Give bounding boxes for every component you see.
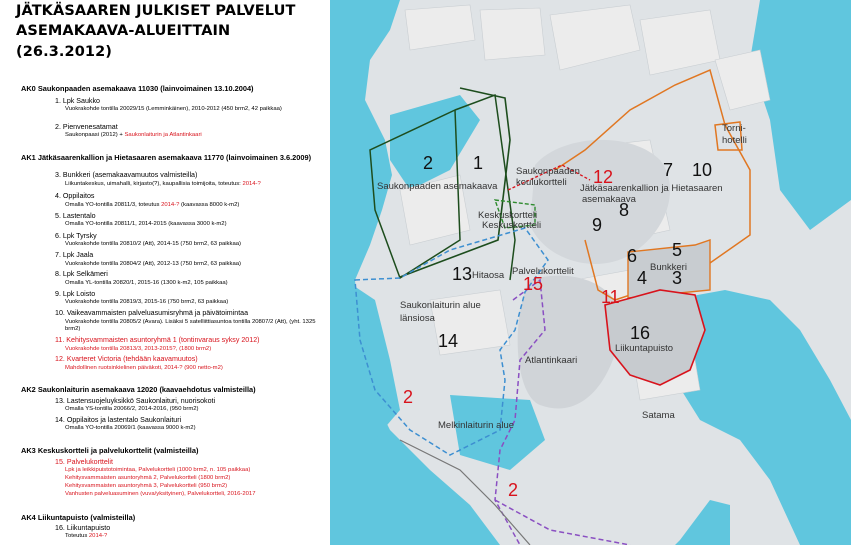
item-7: 7. Lpk Jaala bbox=[55, 251, 94, 259]
item-14-detail: Omalla YO-tontilla 20069/1 (kaavassa 9000 k-m2) bbox=[65, 425, 196, 431]
marker-1: 1 bbox=[473, 153, 484, 173]
title-line-3: (26.3.2012) bbox=[16, 44, 112, 60]
item-16-detail: Toteutus 2014-? bbox=[65, 533, 108, 539]
section-ak1-heading: AK1 Jätkäsaarenkallion ja Hietasaaren asemakaava 11770 (lainvoimainen 3.6.2009) bbox=[21, 153, 312, 162]
item-16: 16. Liikuntapuisto bbox=[55, 524, 111, 532]
label-keskuskortteli-1: Keskuskortteli bbox=[478, 210, 538, 221]
item-5: 5. Lastentalo bbox=[55, 212, 96, 220]
label-keskuskortteli-2: Keskuskortteli bbox=[482, 220, 542, 231]
item-9-detail: Vuokrakohde tontilla 20819/3, 2015-16 (750 brm2, 63 paikkaa) bbox=[65, 299, 229, 305]
marker-7: 7 bbox=[663, 160, 674, 180]
label-koulukortteli-2: koulukortteli bbox=[516, 177, 567, 188]
item-6: 6. Lpk Tyrsky bbox=[55, 232, 97, 240]
label-saukonpaasi: Saukonpaaden asemakaava bbox=[377, 181, 498, 192]
area-map bbox=[330, 0, 851, 545]
item-3-detail: Liikuntakeskus, uimahalli, kirjasto(?), kaupallisia toimijoita, toteutus: 2014-? bbox=[65, 181, 261, 187]
marker-9: 9 bbox=[592, 215, 603, 235]
marker-2-c: 2 bbox=[508, 480, 519, 500]
item-15-detail-4: Vanhusten palveluasuminen (vuva/yksityinen), Palvelukortteli, 2016-2017 bbox=[65, 491, 256, 497]
item-4-detail: Omalla YO-tontilla 20811/3, toteutus 2014-? (kaavassa 8000 k-m2) bbox=[65, 202, 240, 208]
section-ak3-heading: AK3 Keskuskortteli ja palvelukorttelit (valmisteilla) bbox=[21, 446, 199, 455]
item-14: 14. Oppilaitos ja lastentalo Saukonlaituri bbox=[55, 416, 182, 424]
label-tornihotelli-2: hotelli bbox=[722, 135, 747, 146]
item-9: 9. Lpk Loisto bbox=[55, 290, 96, 298]
title-line-1: JÄTKÄSAAREN JULKISET PALVELUT bbox=[16, 3, 296, 19]
legend-panel bbox=[0, 0, 328, 545]
marker-5: 5 bbox=[672, 240, 683, 260]
marker-14: 14 bbox=[438, 331, 459, 351]
item-15-detail-1: Lpk ja leikkipuistotoimintaa, Palvelukortteli (1000 brm2, n. 105 paikkaa) bbox=[65, 467, 251, 473]
item-3: 3. Bunkkeri (asemakaavamuutos valmisteilla) bbox=[55, 171, 198, 179]
marker-8: 8 bbox=[619, 200, 630, 220]
marker-3: 3 bbox=[672, 268, 683, 288]
item-4: 4. Oppilaitos bbox=[55, 192, 95, 200]
item-6-detail: Vuokrakohde tontilla 20810/2 (Att), 2014-15 (750 brm2, 63 paikkaa) bbox=[65, 241, 241, 247]
item-8-detail: Omalla YL-tontilla 20820/1, 2015-16 (1300 k-m2, 105 paikkaa) bbox=[65, 280, 228, 286]
marker-16: 16 bbox=[630, 323, 651, 343]
item-12-detail: Mahdollinen ruotsinkielinen päiväkoti, 2014-? (900 netto-m2) bbox=[65, 365, 223, 371]
label-palvelukortteli: Palvelukorttelit bbox=[512, 266, 574, 277]
item-2: 2. Pienvenesatamat bbox=[55, 123, 118, 131]
label-melkinlaituri: Melkinlaiturin alue bbox=[438, 420, 515, 431]
item-5-detail: Omalla YO-tontilla 20811/1, 2014-2015 (kaavassa 3000 k-m2) bbox=[65, 221, 227, 227]
label-saukonlaituri-1: Saukonlaiturin alue bbox=[400, 300, 481, 311]
marker-12: 12 bbox=[593, 167, 614, 187]
item-10-detail: Vuokrakohde tontilla 20805/2 (Avara). Lisäksi 5 satelliittiasuntoa tontilla 20807/2 (Att), (yht. 1325 brm2) bbox=[65, 319, 316, 333]
section-ak4-heading: AK4 Liikuntapuisto (valmisteilla) bbox=[21, 513, 136, 522]
section-ak0-heading: AK0 Saukonpaaden asemakaava 11030 (lainvoimainen 13.10.2004) bbox=[21, 84, 254, 93]
item-15-detail-3: Kehitysvammaisten asuntoryhmä 3, Palvelukortteli (950 brm2) bbox=[65, 483, 228, 489]
section-ak2-heading: AK2 Saukonlaiturin asemakaava 12020 (kaavaehdotus valmisteilla) bbox=[21, 385, 256, 394]
item-13-detail: Omalla YS-tontilla 20066/2, 2014-2016, (950 brm2) bbox=[65, 406, 199, 412]
marker-13: 13 bbox=[452, 264, 473, 284]
marker-2-a: 2 bbox=[423, 153, 434, 173]
label-tornihotelli-1: Torni- bbox=[722, 123, 746, 134]
marker-6: 6 bbox=[627, 246, 638, 266]
label-koulukortteli-1: Saukonpaaden bbox=[516, 166, 580, 177]
label-bunkkeri: Bunkkeri bbox=[650, 262, 687, 273]
label-atlantinkaari: Atlantinkaari bbox=[525, 355, 578, 366]
item-1: 1. Lpk Saukko bbox=[55, 97, 100, 105]
item-11: 11. Kehitysvammaisten asuntoryhmä 1 (tontinvaraus syksy 2012) bbox=[55, 336, 260, 344]
item-7-detail: Vuokrakohde tontilla 20804/2 (Att), 2012-13 (750 brm2, 63 paikkaa) bbox=[65, 261, 241, 267]
label-satama: Satama bbox=[642, 410, 675, 421]
marker-15: 15 bbox=[523, 274, 544, 294]
marker-2-b: 2 bbox=[403, 387, 414, 407]
marker-11: 11 bbox=[601, 287, 620, 307]
label-hitaosa: Hitaosa bbox=[472, 270, 505, 281]
item-13: 13. Lastensuojeluyksikkö Saukonlaituri, nuorisokoti bbox=[55, 397, 216, 405]
label-jatkasaarenkallio-2: asemakaava bbox=[582, 194, 636, 205]
item-11-detail: Vuokrakohde tontilla 20813/3, 2013-2015?, (1800 brm2) bbox=[65, 346, 212, 352]
item-12: 12. Kvarteret Victoria (tehdään kaavamuutos) bbox=[55, 355, 198, 363]
item-2-detail: Saukonpaasi (2012) + Saukonlaiturin ja Atlantinkaari bbox=[65, 132, 202, 138]
item-1-detail: Vuokrakohde tontilla 20029/15 (Lemminkäinen), 2010-2012 (450 brm2, 42 paikkaa) bbox=[65, 106, 282, 112]
marker-10: 10 bbox=[692, 160, 713, 180]
label-liikuntapuisto: Liikuntapuisto bbox=[615, 343, 674, 354]
label-jatkasaarenkallio-1: Jätkäsaarenkallion ja Hietasaaren bbox=[580, 183, 723, 194]
item-10: 10. Vaikeavammaisten palveluasumisryhmä ja päivätoimintaa bbox=[55, 309, 249, 317]
map-graphic bbox=[330, 0, 851, 545]
item-8: 8. Lpk Selkämeri bbox=[55, 270, 108, 278]
title-line-2: ASEMAKAAVA-ALUEITTAIN bbox=[16, 23, 231, 39]
item-15-detail-2: Kehitysvammaisten asuntoryhmä 2, Palvelukortteli (1800 brm2) bbox=[65, 475, 231, 481]
label-saukonlaituri-2: länsiosa bbox=[400, 313, 435, 324]
marker-4: 4 bbox=[637, 268, 648, 288]
item-15: 15. Palvelukorttelit bbox=[55, 458, 113, 466]
